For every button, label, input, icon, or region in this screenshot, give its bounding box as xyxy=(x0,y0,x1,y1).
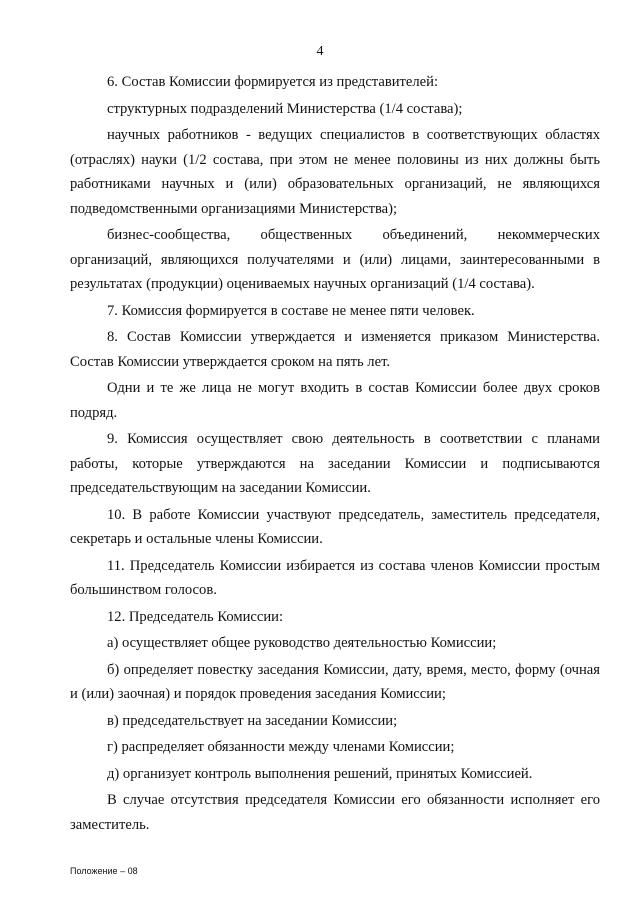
paragraph: 10. В работе Комиссии участвуют председатель, заместитель председателя, секретарь и остальные члены Комиссии. xyxy=(70,506,600,547)
paragraph: в) председательствует на заседании Комиссии; xyxy=(107,712,398,729)
paragraph: бизнес-сообщества, общественных объединений, некоммерческих организаций, являющихся получателями и (или) лицами, заинтересованными в результатах (продукции) оцениваемых научных организаций (1/4 состава). xyxy=(70,227,600,292)
document-body xyxy=(70,70,600,839)
paragraph: д) организует контроль выполнения решений, принятых Комиссией. xyxy=(107,765,533,782)
paragraph: 12. Председатель Комиссии: xyxy=(107,608,284,625)
footer-label: Положение – 08 xyxy=(70,866,138,876)
paragraph: научных работников - ведущих специалистов в соответствующих областях (отраслях) науки (1/2 состава, при этом не менее половины из них должны быть работниками научных и (или) образовательных организаций, не являющихся подведомственными организациями Министерства); xyxy=(70,127,600,217)
page-number: 4 xyxy=(316,44,324,59)
paragraph: 8. Состав Комиссии утверждается и изменяется приказом Министерства. Состав Комиссии утверждается сроком на пять лет. xyxy=(70,329,600,370)
paragraph: структурных подразделений Министерства (1/4 состава); xyxy=(107,100,463,117)
paragraph: 6. Состав Комиссии формируется из представителей: xyxy=(107,74,439,90)
paragraph: г) распределяет обязанности между членами Комиссии; xyxy=(107,739,455,755)
paragraph: 11. Председатель Комиссии избирается из состава членов Комиссии простым большинством голосов. xyxy=(70,557,600,598)
paragraph: б) определяет повестку заседания Комиссии, дату, время, место, форму (очная и (или) заочная) и порядок проведения заседания Комиссии; xyxy=(70,661,600,702)
paragraph: 7. Комиссия формируется в составе не менее пяти человек. xyxy=(107,302,475,319)
paragraph: В случае отсутствия председателя Комиссии его обязанности исполняет его заместитель. xyxy=(70,792,600,833)
paragraph: а) осуществляет общее руководство деятельностью Комиссии; xyxy=(107,635,497,651)
paragraph: Одни и те же лица не могут входить в состав Комиссии более двух сроков подряд. xyxy=(70,380,600,421)
paragraph: 9. Комиссия осуществляет свою деятельность в соответствии с планами работы, которые утверждаются на заседании Комиссии и подписываются председательствующим на заседании Комиссии. xyxy=(70,431,600,496)
